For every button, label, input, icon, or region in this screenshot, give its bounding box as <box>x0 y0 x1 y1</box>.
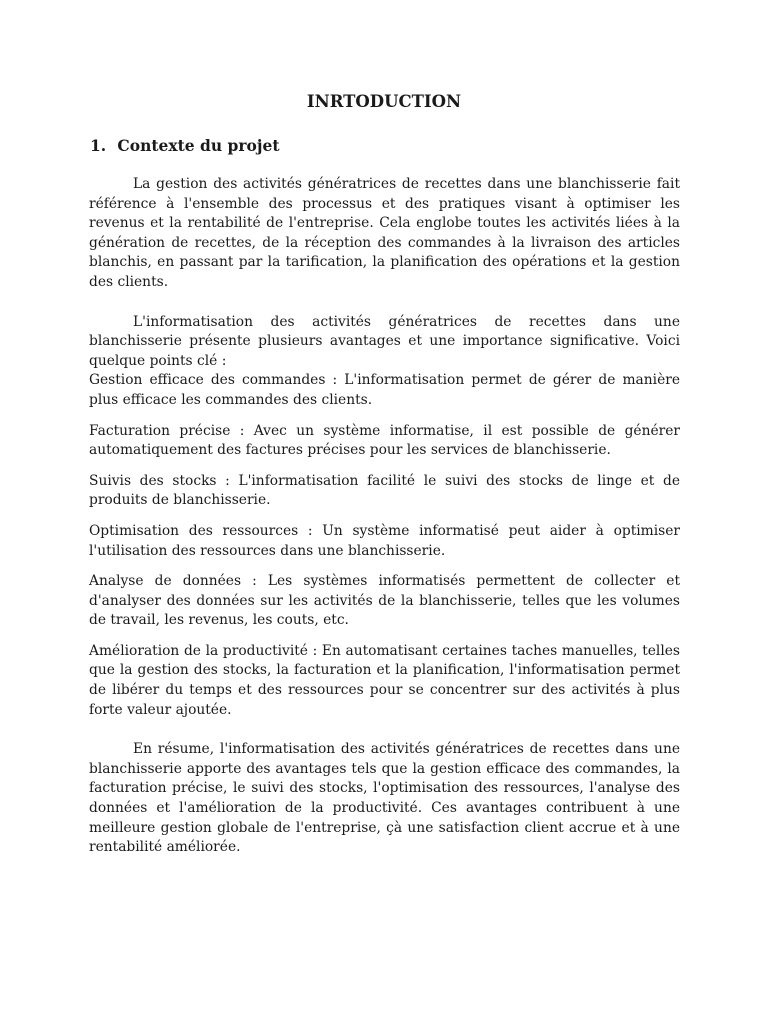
paragraph-commandes: Gestion efficace des commandes : L'informatisation permet de gérer de manière plus efficace les commandes des clients. <box>89 372 680 408</box>
paragraph-ressources: Optimisation des ressources : Un système informatisé peut aider à optimiser l'utilisation des ressources dans une blanchisserie. <box>89 522 680 559</box>
paragraph-analyse: Analyse de données : Les systèmes informatisés permettent de collecter et d'analyser des données sur les activités de la blanchisserie, telles que les volumes de travail, les revenus, les couts, etc. <box>89 573 680 629</box>
section-number: 1. <box>90 136 107 155</box>
document-title: INRTODUCTION <box>306 92 462 111</box>
paragraph-intro: La gestion des activités génératrices de recettes dans une blanchisserie fait référence à l'ensemble des processus et des pratiques visant à optimiser les revenus et la rentabilité de l'entreprise. Cela englobe toutes les activités liées à la génération de recettes, de la réception des commandes à la livraison des articles blanchis, en passant par la tarification, la planification des opérations et la gestion des clients. <box>89 176 680 290</box>
paragraph-resume: En résume, l'informatisation des activités génératrices de recettes dans une blanchisserie apporte des avantages tels que la gestion efficace des commandes, la facturation précise, le suivi des stocks, l'optimisation des ressources, l'analyse des données et l'amélioration de la productivité. Ces avantages contribuent à une meilleure gestion globale de l'entreprise, çà une satisfaction client accrue et à une rentabilité améliorée. <box>89 741 680 856</box>
document-body <box>89 175 680 858</box>
paragraph-productivite: Amélioration de la productivité : En automatisant certaines taches manuelles, telles que la gestion des stocks, la facturation et la planification, l'informatisation permet de libérer du temps et des ressources pour se concentrer sur des activités à plus forte valeur ajoutée. <box>89 642 680 718</box>
section-heading <box>90 136 280 155</box>
paragraph-advantages: L'informatisation des activités génératrices de recettes dans une blanchisserie présente plusieurs avantages et une importance significative. Voici quelque points clé : <box>89 313 680 369</box>
paragraph-stocks: Suivis des stocks : L'informatisation facilité le suivi des stocks de linge et de produits de blanchisserie. <box>89 472 680 509</box>
paragraph-facturation: Facturation précise : Avec un système informatise, il est possible de générer automatiquement des factures précises pour les services de blanchisserie. <box>89 422 680 459</box>
section-title: Contexte du projet <box>117 136 280 155</box>
